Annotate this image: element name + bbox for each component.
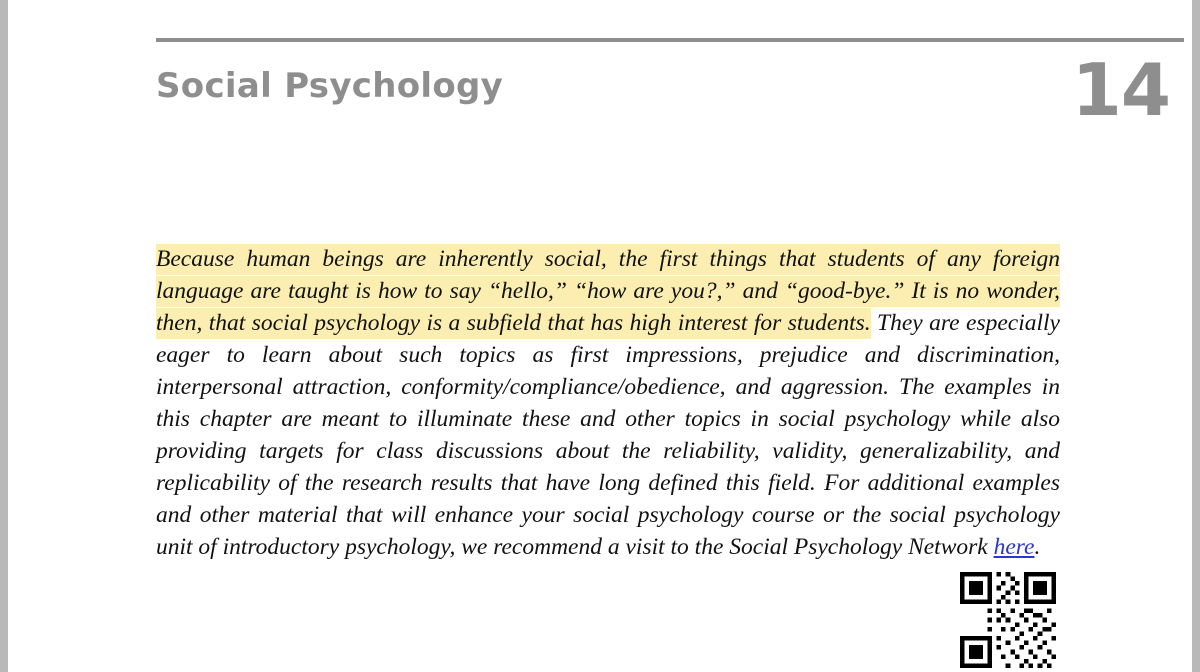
document-page: [8, 0, 1192, 672]
paragraph-end: .: [1034, 534, 1041, 560]
chapter-number: 14: [1071, 48, 1170, 132]
page-title: Social Psychology: [156, 66, 504, 106]
social-psychology-network-link[interactable]: here: [993, 534, 1035, 560]
header-divider: [156, 38, 1184, 42]
highlighted-text: Because human beings are inherently social, the first things that students of any foreign language are taught is how to say “hello,” “how are you?,” and “good-bye.” It is no wonder, then, that social psychology is a subfield that has high interest for students.: [156, 244, 1060, 339]
paragraph-continuation: They are especially eager to learn about such topics as first impressions, prejudice and discrimination, interpersonal attraction, conformity/compliance/obedience, and aggression. The examples in this chapter are meant to illuminate these and other topics in social psychology while also providing targets for class discussions about the reliability, validity, generalizability, and replicability of the research results that have long defined this field. For additional examples and other material that will enhance your social psychology course or the social psychology unit of introductory psychology, we recommend a visit to the Social Psychology Network: [156, 310, 1060, 560]
body-paragraph: [156, 243, 1060, 563]
qr-code[interactable]: [960, 572, 1056, 668]
